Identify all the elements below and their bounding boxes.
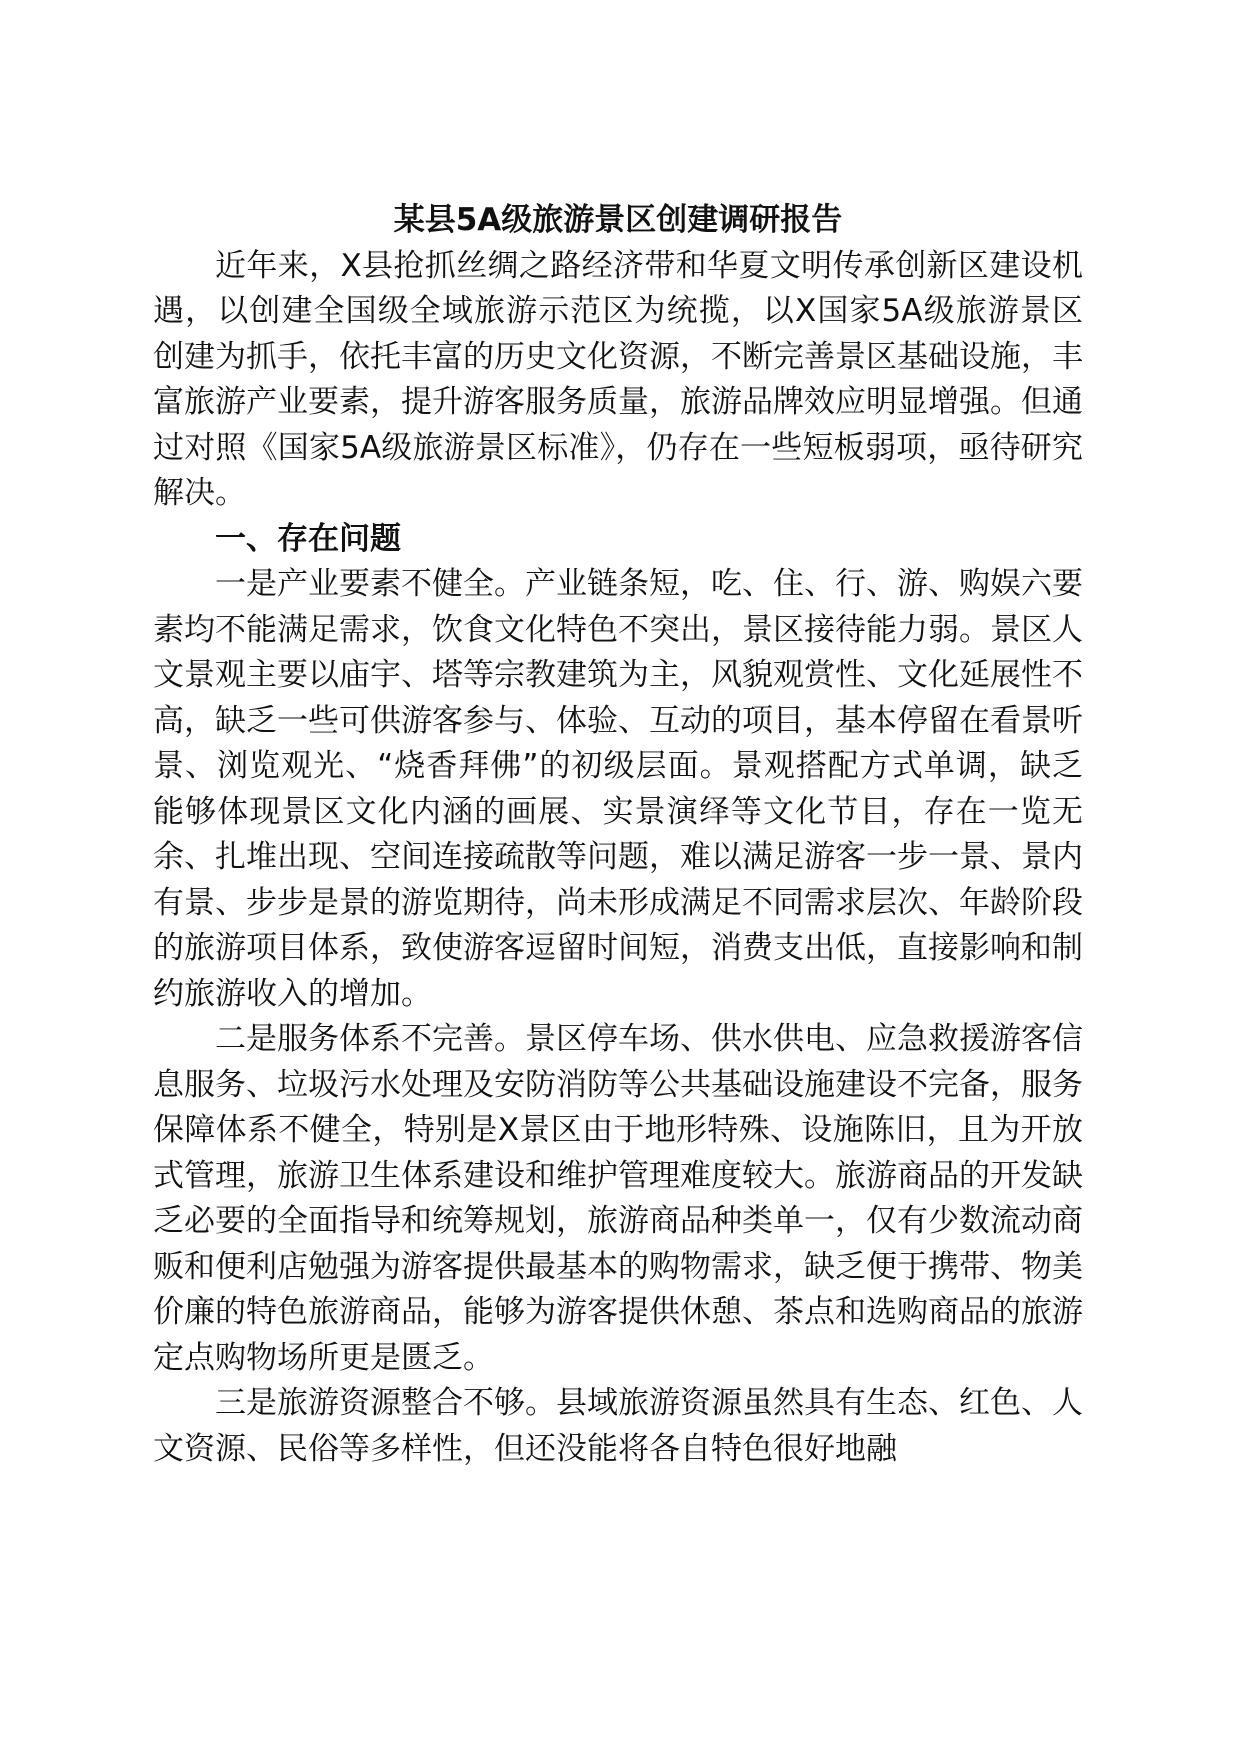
paragraph-resource-integration: 三是旅游资源整合不够。县域旅游资源虽然具有生态、红色、人文资源、民俗等多样性，但还没能将各自特色很好地融 [153, 1385, 1083, 1467]
document-body [153, 198, 1083, 1472]
intro-paragraph: 近年来，X县抢抓丝绸之路经济带和华夏文明传承创新区建设机遇，以创建全国级全域旅游示范区为统揽，以X国家5A级旅游景区创建为抓手，依托丰富的历史文化资源，不断完善景区基础设施，丰富旅游产业要素，提升游客服务质量，旅游品牌效应明显增强。但通过对照《国家5A级旅游景区标准》，仍存在一些短板弱项，亟待研究解决。 [153, 247, 1083, 511]
document-title: 某县5A级旅游景区创建调研报告 [393, 202, 843, 238]
section-heading-problems: 一、存在问题 [215, 520, 401, 557]
paragraph-industry-elements: 一是产业要素不健全。产业链条短，吃、住、行、游、购娱六要素均不能满足需求，饮食文化特色不突出，景区接待能力弱。景区人文景观主要以庙宇、塔等宗教建筑为主，风貌观赏性、文化延展性不高，缺乏一些可供游客参与、体验、互动的项目，基本停留在看景听景、浏览观光、“烧香拜佛”的初级层面。景观搭配方式单调，缺乏能够体现景区文化内涵的画展、实景演绎等文化节目，存在一览无余、扎堆出现、空间连接疏散等问题，难以满足游客一步一景、景内有景、步步是景的游览期待，尚未形成满足不同需求层次、年龄阶段的旅游项目体系，致使游客逗留时间短，消费支出低，直接影响和制约旅游收入的增加。 [153, 566, 1083, 1012]
paragraph-service-system: 二是服务体系不完善。景区停车场、供水供电、应急救援游客信息服务、垃圾污水处理及安防消防等公共基础设施建设不完备，服务保障体系不健全，特别是X景区由于地形特殊、设施陈旧，且为开放式管理，旅游卫生体系建设和维护管理难度较大。旅游商品的开发缺乏必要的全面指导和统筹规划，旅游商品种类单一，仅有少数流动商贩和便利店勉强为游客提供最基本的购物需求，缺乏便于携带、物美价廉的特色旅游商品，能够为游客提供休憩、茶点和选购商品的旅游定点购物场所更是匮乏。 [153, 1021, 1083, 1376]
